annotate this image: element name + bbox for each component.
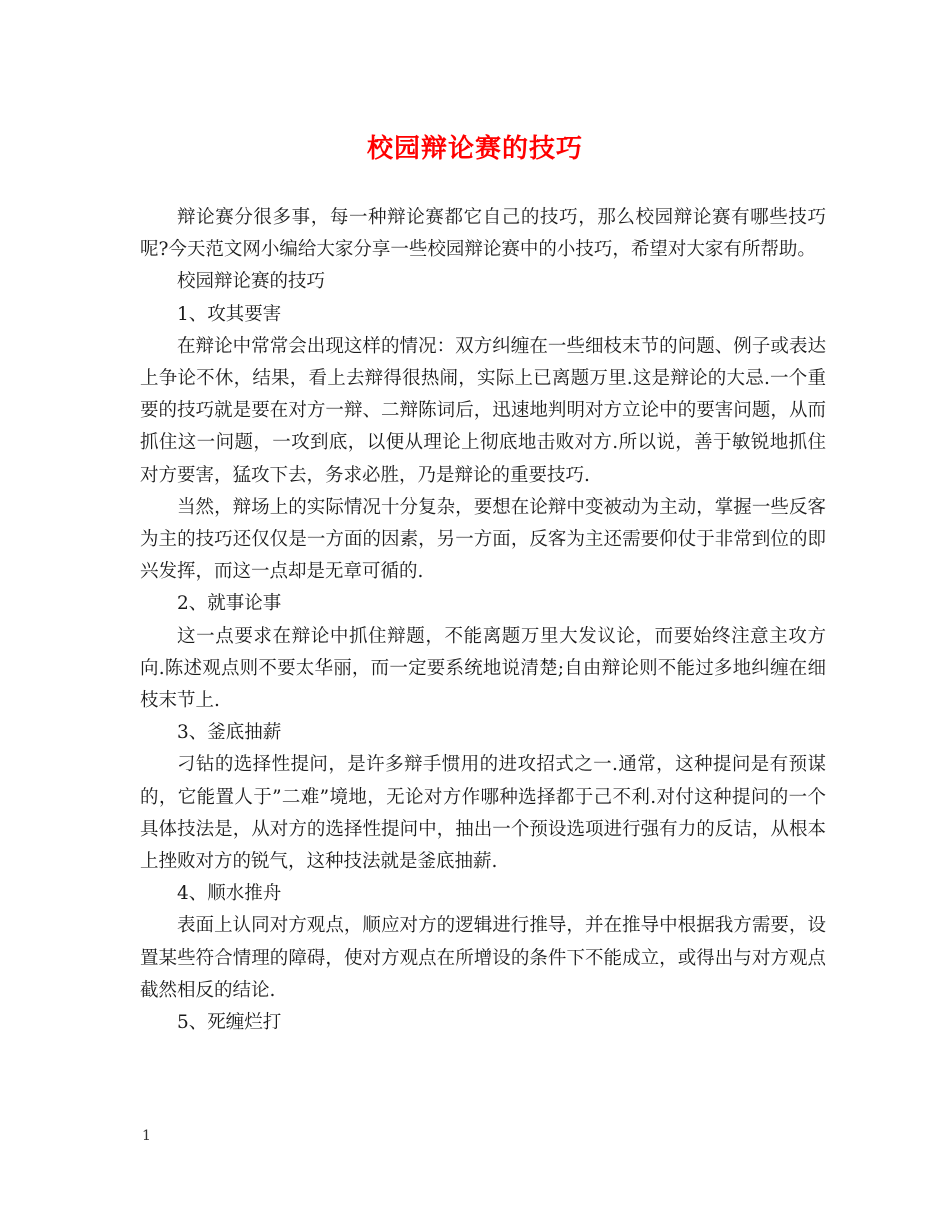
tip-heading-2: 2、就事论事	[177, 593, 282, 615]
tip-paragraph-3: 刁钻的选择性提问，是许多辩手惯用的进攻招式之一.通常，这种提问是有预谋的，它能置人于”二难”境地，无论对方作哪种选择都于己不利.对付这种提问的一个具体技法是，从对方的选择性提问中，抽出一个预设选项进行强有力的反诘，从根本上挫败对方的锐气，这种技法就是釜底抽薪.	[140, 754, 826, 873]
page-number: 1	[142, 1128, 151, 1144]
document-title: 校园辩论赛的技巧	[366, 134, 583, 164]
tip-heading-3: 3、釜底抽薪	[177, 722, 282, 744]
section-heading: 校园辩论赛的技巧	[177, 271, 326, 293]
tip-heading-5: 5、死缠烂打	[177, 1012, 282, 1034]
tip-heading-4: 4、顺水推舟	[177, 883, 282, 905]
tip-paragraph-1a: 在辩论中常常会出现这样的情况：双方纠缠在一些细枝末节的问题、例子或表达上争论不休，结果，看上去辩得很热闹，实际上已离题万里.这是辩论的大忌.一个重要的技巧就是要在对方一辩、二辩陈词后，迅速地判明对方立论中的要害问题，从而抓住这一问题，一攻到底，以便从理论上彻底地击败对方.所以说，善于敏锐地抓住对方要害，猛攻下去，务求必胜，乃是辩论的重要技巧.	[140, 335, 826, 486]
tip-paragraph-4: 表面上认同对方观点，顺应对方的逻辑进行推导，并在推导中根据我方需要，设置某些符合情理的障碍，使对方观点在所增设的条件下不能成立，或得出与对方观点截然相反的结论.	[140, 915, 826, 1001]
tip-paragraph-2: 这一点要求在辩论中抓住辩题，不能离题万里大发议论，而要始终注意主攻方向.陈述观点则不要太华丽，而一定要系统地说清楚;自由辩论则不能过多地纠缠在细枝末节上.	[140, 625, 826, 712]
tip-heading-1: 1、攻其要害	[177, 303, 282, 325]
tip-paragraph-1b: 当然，辩场上的实际情况十分复杂，要想在论辩中变被动为主动，掌握一些反客为主的技巧还仅仅是一方面的因素，另一方面，反客为主还需要仰仗于非常到位的即兴发挥，而这一点却是无章可循的.	[140, 496, 826, 583]
intro-paragraph: 辩论赛分很多事，每一种辩论赛都它自己的技巧，那么校园辩论赛有哪些技巧呢?今天范文网小编给大家分享一些校园辩论赛中的小技巧，希望对大家有所帮助。	[140, 207, 826, 261]
document-body	[140, 202, 826, 1039]
